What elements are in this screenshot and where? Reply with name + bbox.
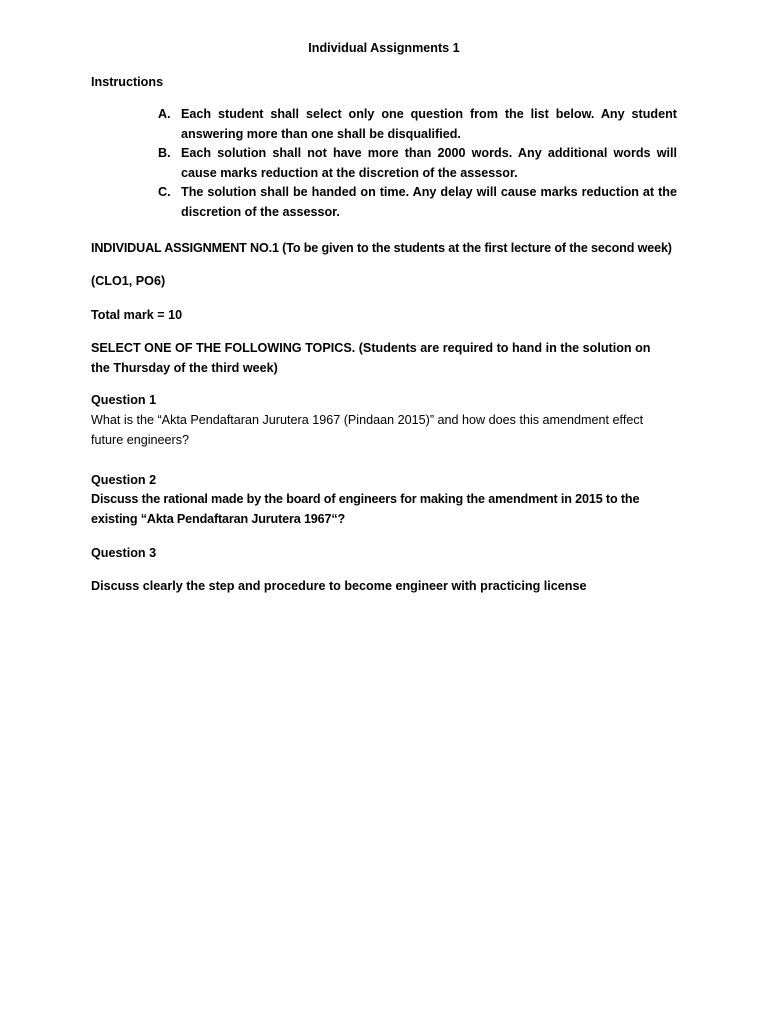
instruction-text: The solution shall be handed on time. Any delay will cause marks reduction at the discretion of the assessor. [181, 185, 677, 219]
instructions-heading: Instructions [91, 75, 164, 89]
instruction-text: Each student shall select only one question from the list below. Any student answering more than one shall be disqualified. [181, 107, 677, 141]
instruction-letter: A. [158, 107, 171, 121]
instruction-item [158, 144, 677, 183]
select-topics-instruction: SELECT ONE OF THE FOLLOWING TOPICS. (Students are required to hand in the solution on the Thursday of the third week) [91, 341, 651, 375]
question-3-heading: Question 3 [91, 546, 157, 560]
instruction-text: Each solution shall not have more than 2000 words. Any additional words will cause marks reduction at the discretion of the assessor. [181, 146, 677, 180]
instruction-letter: B. [158, 146, 171, 160]
question-2-text: Discuss the rational made by the board of engineers for making the amendment in 2015 to the existing “Akta Pendaftaran Jurutera 1967“? [91, 492, 640, 526]
document-title [0, 38, 768, 58]
question-2-heading: Question 2 [91, 473, 157, 487]
instruction-item [158, 105, 677, 144]
question-1-text: What is the “Akta Pendaftaran Jurutera 1967 (Pindaan 2015)” and how does this amendment effect future engineers? [91, 413, 644, 447]
question-3-text: Discuss clearly the step and procedure to become engineer with practicing license [91, 579, 587, 593]
instruction-letter: C. [158, 185, 171, 199]
document-title-text: Individual Assignments 1 [308, 41, 460, 55]
question-1-heading: Question 1 [91, 393, 157, 407]
total-mark: Total mark = 10 [91, 308, 183, 322]
assignment-number: INDIVIDUAL ASSIGNMENT NO.1 (To be given to the students at the first lecture of the second week) [91, 241, 672, 255]
instruction-item [158, 183, 677, 222]
instructions-list [158, 105, 677, 222]
clo-reference: (CLO1, PO6) [91, 274, 166, 288]
